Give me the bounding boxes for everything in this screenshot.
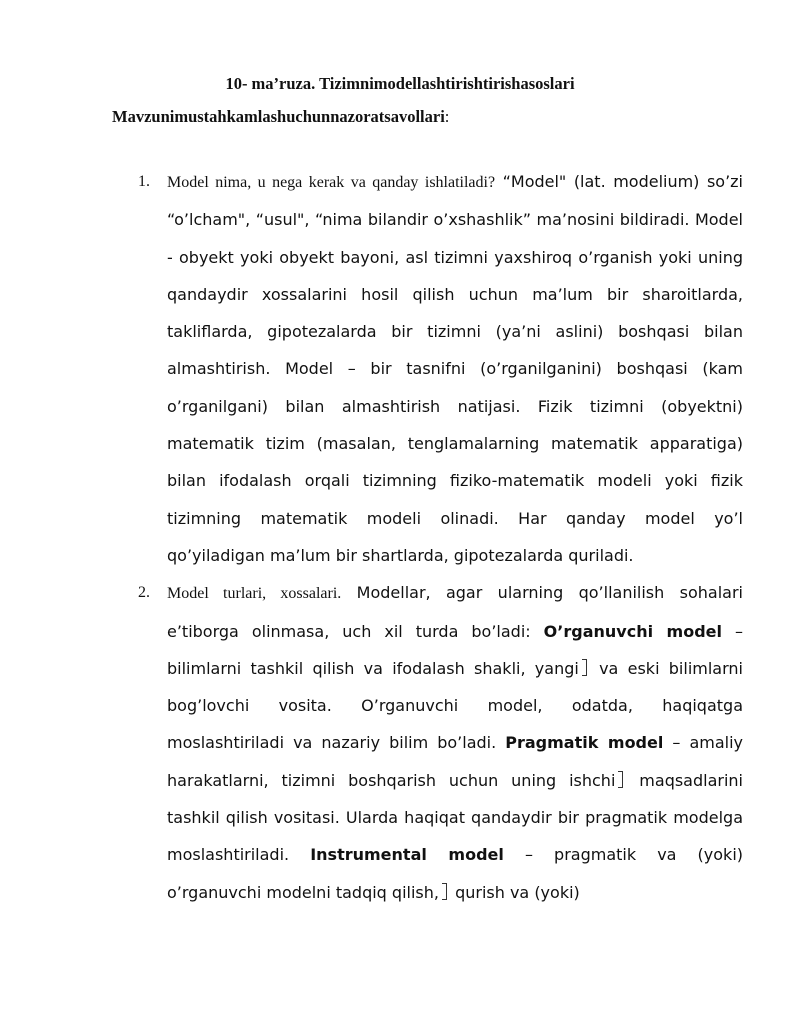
question-body: “Model" (lat. modelium) so’zi “o’lcham", “usul", “nima bilandir o’xshashlik” ma’nosini bildiradi. Model - obyekt yoki obyekt bayoni, asl tizimni yaxshiroq o’rganish yoki uning qandaydir xossalarini hosil qilish uchun ma’lum bir sharoitlarda, takliflarda, gipotezalarda bir tizimni (ya’ni aslini) boshqasi bilan almashtirish. Model – bir tasnifni (o’rganilganini) boshqasi (kam o’rganilgani) bilan almashtirish natijasi. Fizik tizimni (obyektni) matematik tizim (masalan, tenglamalarning matematik apparatiga) bilan ifodalash orqali tizimning fiziko-matematik modeli yoki fizik tizimning matematik modeli olinadi. Har qanday model yo’l qo’yiladigan ma’lum bir shartlarda, gipotezalarda quriladi. <box>167 172 743 565</box>
subtitle-bold: Mavzunimustahkamlashuchunnazoratsavollari <box>112 107 445 126</box>
term1-text-a: – bilimlarni tashkil qilish va ifodalash shakli, yangi <box>167 621 743 678</box>
term2-text-a: – amaliy harakatlarni, tizimni boshqarish uchun uning ishchi <box>167 733 744 790</box>
missing-glyph-icon <box>618 771 623 788</box>
term3-text-b: qurish va (yoki) <box>449 882 580 902</box>
question-number: 2. <box>138 584 150 602</box>
question-number: 1. <box>138 173 150 190</box>
question-list <box>0 163 800 911</box>
lecture-title: 10- ma’ruza. Tizimnimodellashtirishtirishasoslari <box>225 74 575 93</box>
subtitle-colon: : <box>444 107 450 126</box>
missing-glyph-icon <box>442 883 447 900</box>
missing-glyph-icon <box>582 659 587 676</box>
term2-text-b: maqsadlarini tashkil qilish vositasi. Ularda haqiqat qandaydir bir pragmatik modelga moslashtiriladi. <box>167 770 744 865</box>
question-item-1 <box>0 163 800 574</box>
question-heading: Model turlari, xossalari. <box>167 585 342 603</box>
term3-text-a: – pragmatik va (yoki) o’rganuvchi modelni tadqiq qilish, <box>167 845 744 902</box>
question-item-2 <box>0 574 800 911</box>
term-instrumental-model: Instrumental model <box>310 845 504 865</box>
term-pragmatik-model: Pragmatik model <box>505 733 664 753</box>
question-heading: Model nima, u nega kerak va qanday ishlatiladi? <box>167 174 496 191</box>
section-subtitle <box>112 107 449 127</box>
term1-text-b: va eski bilimlarni bog’lovchi vosita. O’rganuvchi model, odatda, haqiqatga moslashtiriladi va nazariy bilim bo’ladi. <box>167 658 743 753</box>
question-paragraph <box>167 163 743 574</box>
question-paragraph <box>167 574 743 911</box>
question-intro: Modellar, agar ularning qo’llanilish sohalari e’tiborga olinmasa, uch xil turda bo’ladi: <box>167 583 743 641</box>
term-organuvchi-model: O’rganuvchi model <box>543 621 722 641</box>
